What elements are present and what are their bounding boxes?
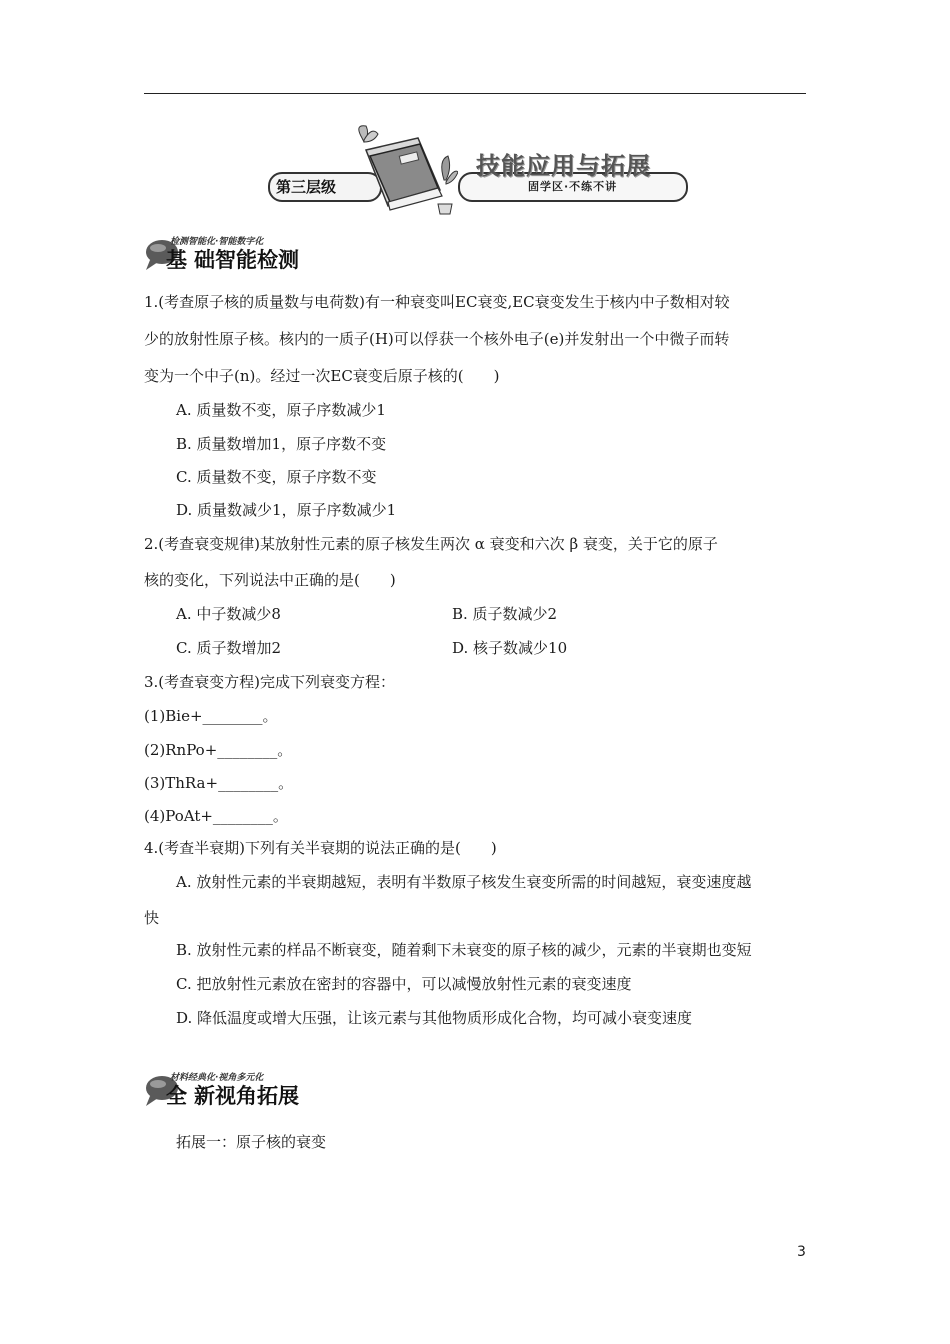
question-4-stem: 4.(考查半衰期)下列有关半衰期的说法正确的是( ) [144,839,497,857]
banner-subtitle: 固学区·不练不讲 [528,180,618,193]
question-2-option-c: C. 质子数增加2 [176,639,282,657]
section-head-char: 全 [166,1084,187,1108]
question-2-option-d: D. 核子数减少10 [452,639,568,657]
question-1-line-3: 变为一个中子(n)。经过一次EC衰变后原子核的( ) [144,367,500,385]
question-1-line-2: 少的放射性原子核。核内的一质子(H)可以俘获一个核外电子(e)并发射出一个中微子而转 [144,330,730,348]
book-icon [348,120,458,216]
question-4-option-b: B. 放射性元素的样品不断衰变，随着剩下未衰变的原子核的减少，元素的半衰期也变短 [176,941,752,959]
question-4-option-c: C. 把放射性元素放在密封的容器中，可以减慢放射性元素的衰变速度 [176,975,632,993]
question-4-option-a-cont: 快 [144,909,160,927]
question-3-item-4: (4)PoAt+________。 [144,807,288,825]
section-title: 础智能检测 [194,248,299,272]
question-2-option-b: B. 质子数减少2 [452,605,558,623]
section-title: 新视角拓展 [194,1084,299,1108]
banner-title: 技能应用与拓展 [476,152,651,180]
section-heading-basic [144,234,364,274]
question-2-line-1: 2.(考查衰变规律)某放射性元素的原子核发生两次 α 衰变和六次 β 衰变，关于它的原子 [144,535,718,553]
page-number: 3 [797,1244,806,1260]
section-tagline: 材料经典化·视角多元化 [170,1073,264,1083]
question-3-item-2: (2)RnPo+________。 [144,741,293,759]
level-label: 第三层级 [276,178,337,196]
question-3-item-1: (1)Bie+________。 [144,707,278,725]
header-rule [144,93,806,94]
section-heading-expand [144,1070,364,1110]
question-1-line-1: 1.(考查原子核的质量数与电荷数)有一种衰变叫EC衰变,EC衰变发生于核内中子数相对较 [144,293,730,311]
section-head-char: 基 [166,248,187,272]
expand-topic-1: 拓展一：原子核的衰变 [176,1133,327,1151]
section-tagline: 检测智能化·智能数字化 [170,237,264,247]
question-1-option-c: C. 质量数不变，原子序数不变 [176,468,377,486]
question-3-item-3: (3)ThRa+________。 [144,774,294,792]
question-4-option-d: D. 降低温度或增大压强，让该元素与其他物质形成化合物，均可减小衰变速度 [176,1009,693,1027]
question-1-option-b: B. 质量数增加1，原子序数不变 [176,435,387,453]
question-2-line-2: 核的变化，下列说法中正确的是( ) [144,571,396,589]
level-banner [262,120,698,220]
question-3-stem: 3.(考查衰变方程)完成下列衰变方程： [144,673,396,691]
question-4-option-a: A. 放射性元素的半衰期越短，表明有半数原子核发生衰变所需的时间越短，衰变速度越 [176,873,752,891]
question-1-option-d: D. 质量数减少1，原子序数减少1 [176,501,397,519]
question-2-option-a: A. 中子数减少8 [176,605,281,623]
question-1-option-a: A. 质量数不变，原子序数减少1 [176,401,386,419]
